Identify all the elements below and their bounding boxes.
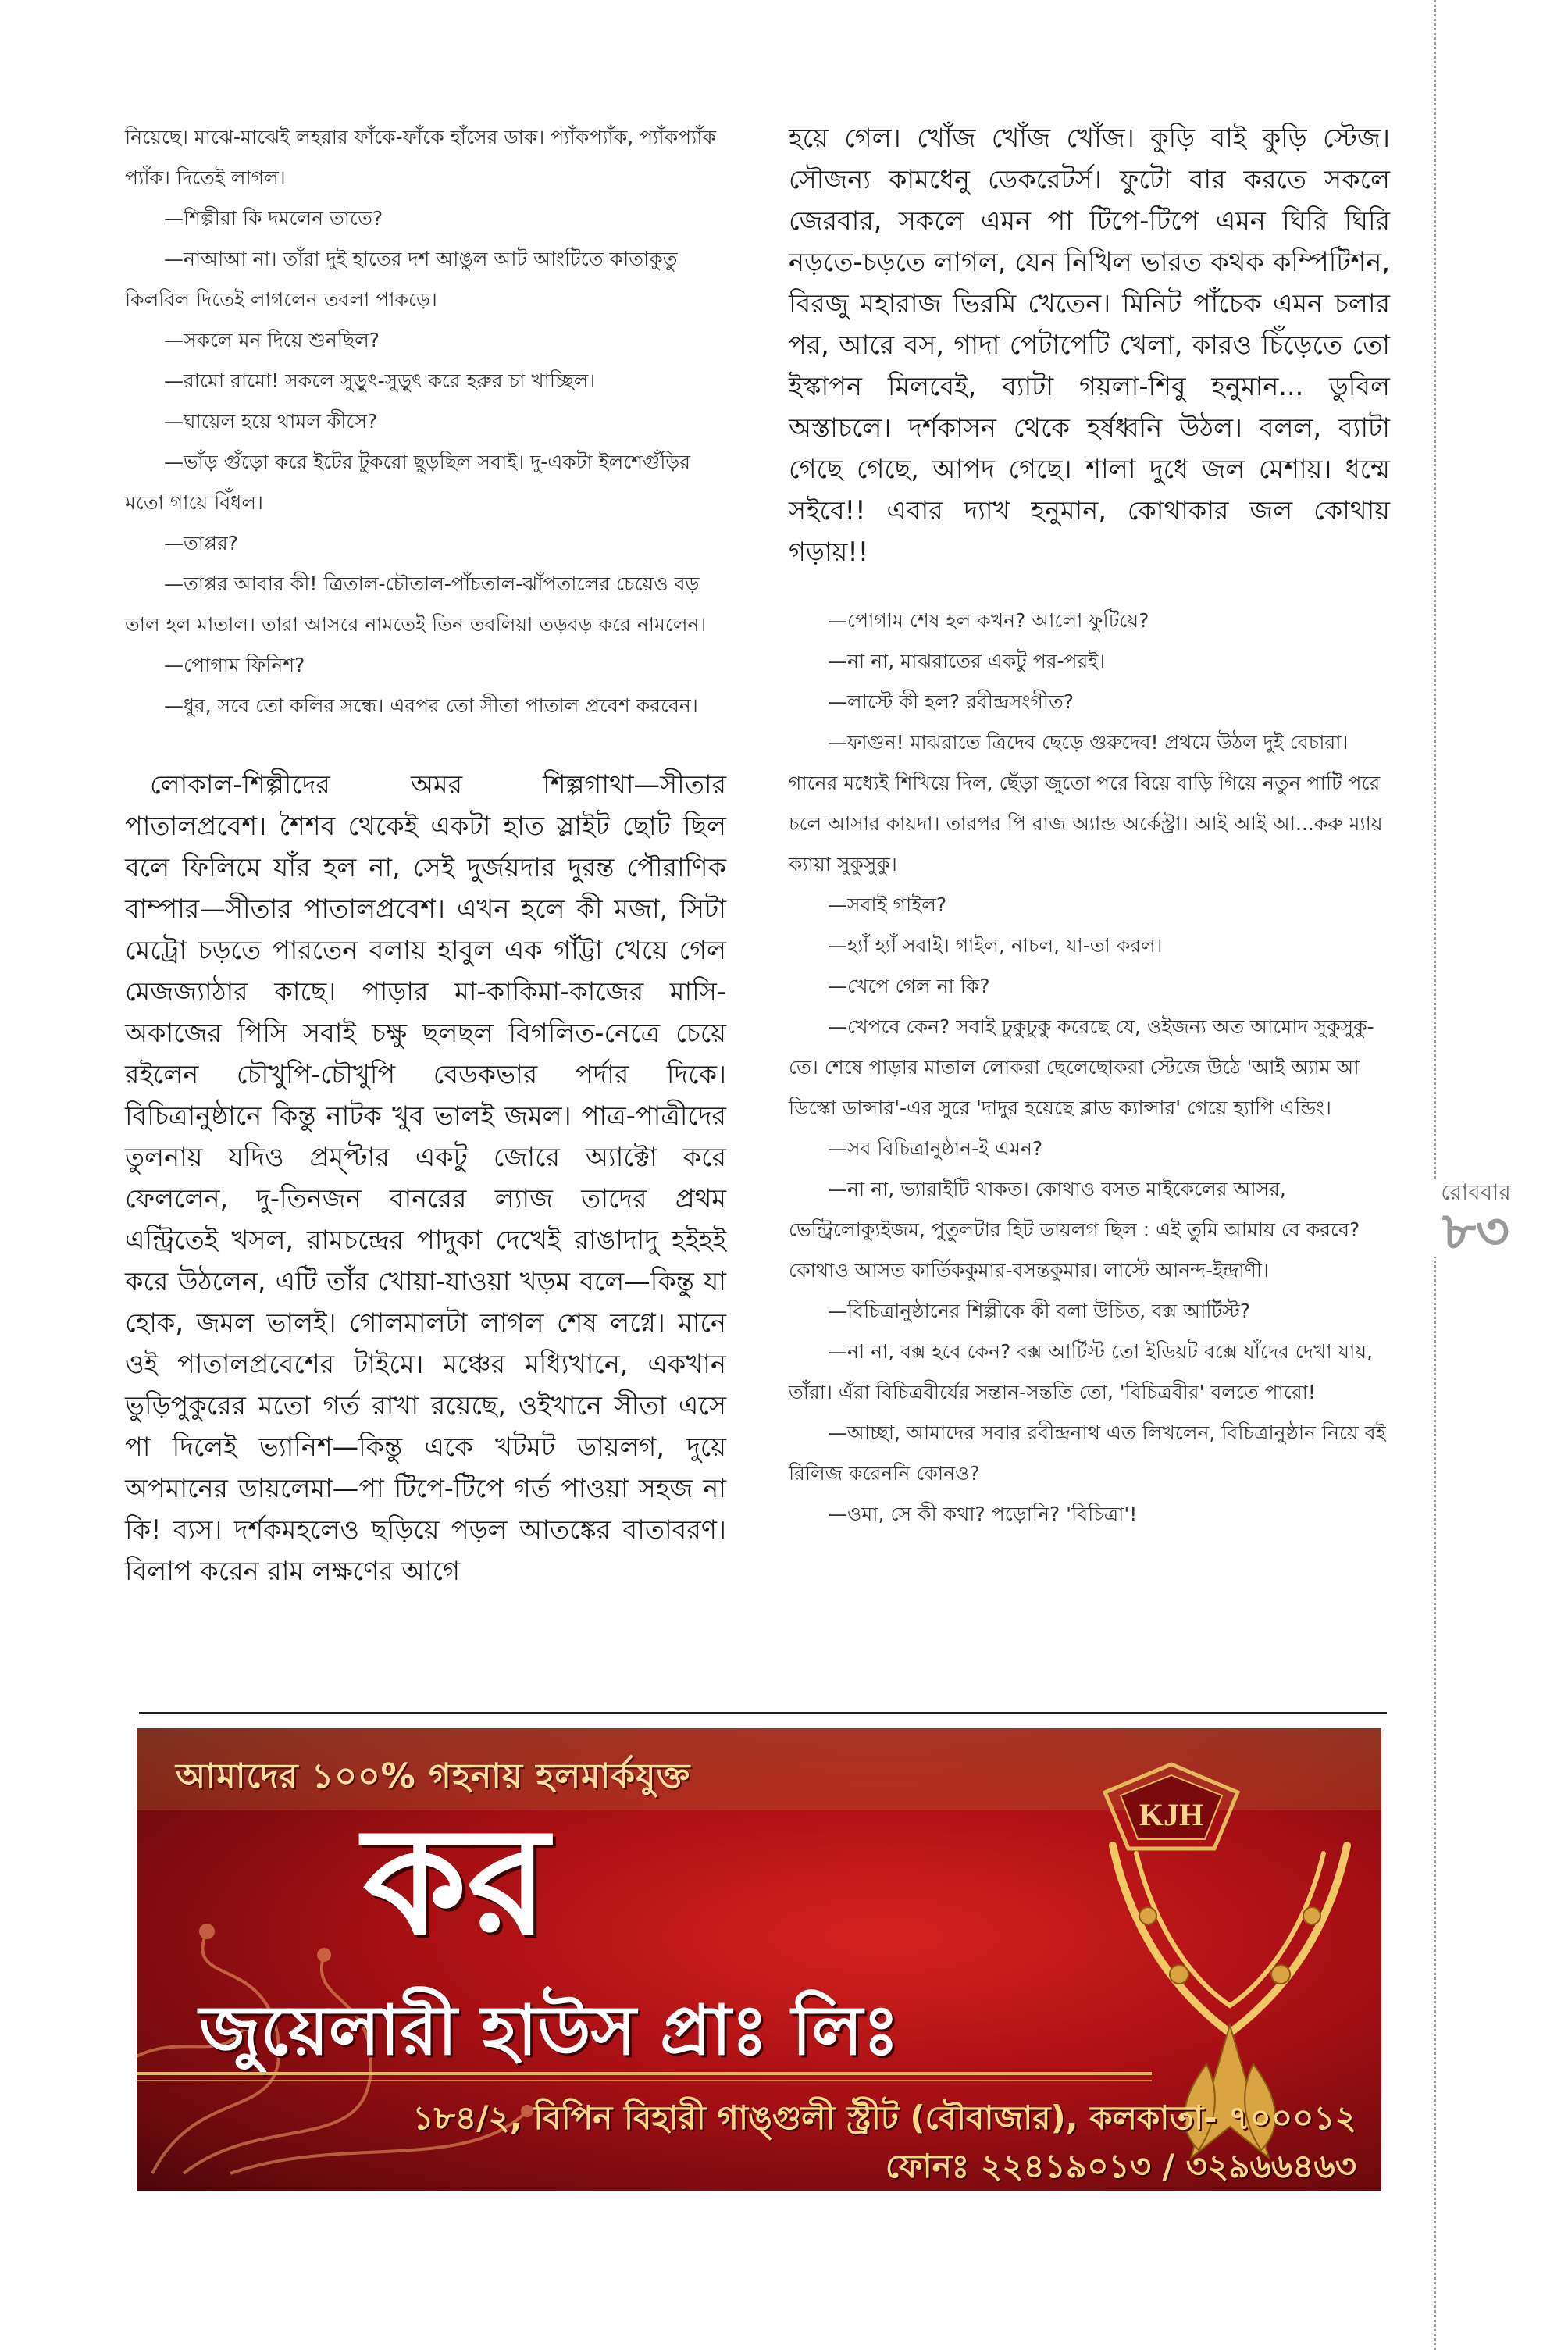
right-narrative bbox=[789, 117, 1390, 572]
dialogue-line: —তাপ্পর? bbox=[164, 532, 238, 555]
ad-phone: ফোনঃ ২২৪১৯০১৩ / ৩২৯৬৬৪৬৩ bbox=[885, 2147, 1356, 2185]
dialogue-line: —ফাগুন! মাঝরাতে ত্রিদেব ছেড়ে গুরুদেব! প্রথমে উঠল দুই বেচারা। গানের মধ্যেই শিখিয়ে দিল, ছেঁড়া জুতো পরে বিয়ে বাড়ি গিয়ে নতুন পাটি পরে চলে আসার কায়দা। তারপর পি রাজ অ্যান্ড অর্কেস্ট্রা। আই আই আ...করু ম্যায় ক্যায়া সুকুসুকু। bbox=[789, 731, 1383, 875]
dialogue-line: —নাআআ না। তাঁরা দুই হাতের দশ আঙুল আট আংটিতে কাতাকুতু কিলবিল দিতেই লাগলেন তবলা পাকড়ে। bbox=[125, 248, 678, 311]
dialogue-line: —ঘায়েল হয়ে থামল কীসে? bbox=[164, 410, 378, 433]
dialogue-line: —না না, মাঝরাতের একটু পর-পরই। bbox=[828, 650, 1106, 672]
dialogue-line: —ধুর, সবে তো কলির সন্ধে। এরপর তো সীতা পাতাল প্রবেশ করবেন। bbox=[164, 694, 698, 717]
page-number: ৮৩ bbox=[1442, 1201, 1509, 1261]
jewellery-advertisement bbox=[137, 1728, 1381, 2191]
dialogue-line: —রামো রামো! সকলে সুড়ুৎ-সুড়ুৎ করে হরুর চা খাচ্ছিল। bbox=[164, 369, 596, 392]
left-column bbox=[125, 117, 726, 1592]
dialogue-line: —ভাঁড় গুঁড়ো করে ইটের টুকরো ছুড়ছিল সবাই। দু-একটা ইলশেগুঁড়ির মতো গায়ে বিঁধল। bbox=[125, 451, 690, 514]
right-column bbox=[789, 117, 1390, 1535]
dialogue-line: —হ্যাঁ হ্যাঁ সবাই। গাইল, নাচল, যা-তা করল। bbox=[828, 934, 1163, 957]
page-folio bbox=[1429, 1179, 1523, 1261]
dialogue-line: —বিচিত্রানুষ্ঠানের শিল্পীকে কী বলা উচিত, বক্স আর্টিস্ট? bbox=[828, 1300, 1251, 1322]
ad-tagline: আমাদের ১০০% গহনায় হলমার্কযুক্ত bbox=[176, 1756, 691, 1796]
dialogue-line: —খেপে গেল না কি? bbox=[828, 975, 990, 997]
folio-day: রোববার bbox=[1441, 1179, 1511, 1205]
narrative-paragraph: হয়ে গেল। খোঁজ খোঁজ খোঁজ। কুড়ি বাই কুড়ি স্টেজ। সৌজন্য কামধেনু ডেকরেটর্স। ফুটো বার করতে সকলে জেরবার, সকলে এমন পা টিপে-টিপে এমন ঘিরি ঘিরি নড়তে-চড়তে লাগল, যেন নিখিল ভারত কথক কম্পিটিশন, বিরজু মহারাজ ভিরমি খেতেন। মিনিট পাঁচেক এমন চলার পর, আরে বস, গাদা পেটাপেটি খেলা, কারও চিঁড়েতে তো ইস্কাপন মিলবেই, ব্যাটা গয়লা-শিবু হনুমান... ডুবিল অস্তাচলে। দর্শকাসন থেকে হর্ষধ্বনি উঠল। বলল, ব্যাটা গেছে গেছে, আপদ গেছে। শালা দুধে জল মেশায়। ধম্মে সইবে!! এবার দ্যাখ হনুমান, কোথাকার জল কোথায় গড়ায়!! bbox=[789, 123, 1390, 567]
ad-company-name: জুয়েলারী হাউস প্রাঃ লিঃ bbox=[199, 1990, 900, 2070]
dialogue-line: —সবাই গাইল? bbox=[828, 893, 947, 916]
dialogue-line: —পোগাম শেষ হল কখন? আলো ফুটিয়ে? bbox=[828, 609, 1149, 632]
logo-text: KJH bbox=[1139, 1797, 1204, 1832]
dialogue-line: —পোগাম ফিনিশ? bbox=[164, 654, 305, 676]
dialogue-line: —ওমা, সে কী কথা? পড়োনি? 'বিচিত্রা'! bbox=[828, 1503, 1138, 1525]
left-narrative bbox=[125, 764, 726, 1592]
margin-dotted-rule bbox=[1434, 0, 1436, 2350]
ad-separator-rule bbox=[139, 1712, 1387, 1714]
dialogue-line: —না না, বক্স হবে কেন? বক্স আর্টিস্ট তো ইডিয়ট বক্সে যাঁদের দেখা যায়, তাঁরা। এঁরা বিচিত্রবীর্যের সন্তান-সন্ততি তো, 'বিচিত্রবীর' বলতে পারো! bbox=[789, 1340, 1373, 1403]
narrative-paragraph: লোকাল-শিল্পীদের অমর শিল্পগাথা—সীতার পাতালপ্রবেশ। শৈশব থেকেই একটা হাত স্লাইট ছোট ছিল বলে ফিলিমে যাঁর হল না, সেই দুর্জয়দার দুরন্ত পৌরাণিক বাম্পার—সীতার পাতালপ্রবেশ। এখন হলে কী মজা, সিটা মেট্রো চড়তে পারতেন বলায় হাবুল এক গাঁট্টা খেয়ে গেল মেজজ্যাঠার কাছে। পাড়ার মা-কাকিমা-কাজের মাসি-অকাজের পিসি সবাই চক্ষু ছলছল বিগলিত-নেত্রে চেয়ে রইলেন চৌখুপি-চৌখুপি বেডকভার পর্দার দিকে। বিচিত্রানুষ্ঠানে কিন্তু নাটক খুব ভালই জমল। পাত্র-পাত্রীদের তুলনায় যদিও প্রম্প্টার একটু জোরে অ্যাক্টো করে ফেললেন, দু-তিনজন বানরের ল্যাজ তাদের প্রথম এন্ট্রিতেই খসল, রামচন্দ্রের পাদুকা দেখেই রাঙাদাদু হইহই করে উঠলেন, এটি তাঁর খোয়া-যাওয়া খড়ম বলে—কিন্তু যা হোক, জমল ভালই। গোলমালটা লাগল শেষ লগ্নে। মানে ওই পাতালপ্রবেশের টাইমে। মঞ্চের মধ্যিখানে, একখান ভুড়িপুকুরের মতো গর্ত রাখা রয়েছে, ওইখানে সীতা এসে পা দিলেই ভ্যানিশ—কিন্তু একে খটমট ডায়লগ, দুয়ে অপমানের ডায়লেমা—পা টিপে-টিপে গর্ত পাওয়া সহজ না কি! ব্যস। দর্শকমহলেও ছড়িয়ে পড়ল আতঙ্কের বাতাবরণ। বিলাপ করেন রাম লক্ষণের আগে bbox=[125, 769, 726, 1586]
left-dialogue bbox=[125, 117, 726, 726]
ad-gold-rule bbox=[137, 2072, 1152, 2075]
dialogue-line: —তাপ্পর আবার কী! ত্রিতাল-চৌতাল-পাঁচতাল-ঝাঁপতালের চেয়েও বড় তাল হল মাতাল। তারা আসরে নামতেই তিন তবলিয়া তড়বড় করে নামলেন। bbox=[125, 572, 707, 636]
ad-gold-rule bbox=[137, 2080, 1152, 2081]
ad-address: ১৮৪/২, বিপিন বিহারী গাঙ্গুলী স্ট্রীট (বৌবাজার), কলকাতা- ৭০০০১২ bbox=[412, 2099, 1356, 2137]
right-dialogue bbox=[789, 601, 1390, 1535]
dialogue-line: —না না, ভ্যারাইটি থাকত। কোথাও বসত মাইকেলের আসর, ভেন্ট্রিলোক্যুইজম, পুতুলটার হিট ডায়লগ ছিল : এই তুমি আমায় বে করবে? কোথাও আসত কার্তিককুমার-বসন্তকুমার। লাস্টে আনন্দ-ইন্দ্রাণী। bbox=[789, 1178, 1360, 1282]
dialogue-line: —সব বিচিত্রানুষ্ঠান-ই এমন? bbox=[828, 1137, 1043, 1160]
dialogue-line: —সকলে মন দিয়ে শুনছিল? bbox=[164, 329, 380, 351]
dialogue-line: —শিল্পীরা কি দমলেন তাতে? bbox=[164, 207, 383, 230]
ad-brand-name: কর bbox=[363, 1795, 549, 1967]
dialogue-line: নিয়েছে। মাঝে-মাঝেই লহরার ফাঁকে-ফাঁকে হাঁসের ডাক। প্যাঁকপ্যাঁক, প্যাঁকপ্যাঁক প্যাঁক। দিতেই লাগল। bbox=[125, 126, 717, 189]
dialogue-line: —খেপবে কেন? সবাই ঢুকুঢুকু করেছে যে, ওইজন্য অত আমোদ সুকুসুকু-তে। শেষে পাড়ার মাতাল লোকরা ছেলেছোকরা স্টেজে উঠে 'আই অ্যাম আ ডিস্কো ডান্সার'-এর সুরে 'দাদুর হয়েছে ব্লাড ক্যান্সার' গেয়ে হ্যাপি এন্ডিং। bbox=[789, 1015, 1374, 1119]
dialogue-line: —লাস্টে কী হল? রবীন্দ্রসংগীত? bbox=[828, 690, 1074, 713]
dialogue-line: —আচ্ছা, আমাদের সবার রবীন্দ্রনাথ এত লিখলেন, বিচিত্রানুষ্ঠান নিয়ে বই রিলিজ করেননি কোনও? bbox=[789, 1421, 1386, 1485]
